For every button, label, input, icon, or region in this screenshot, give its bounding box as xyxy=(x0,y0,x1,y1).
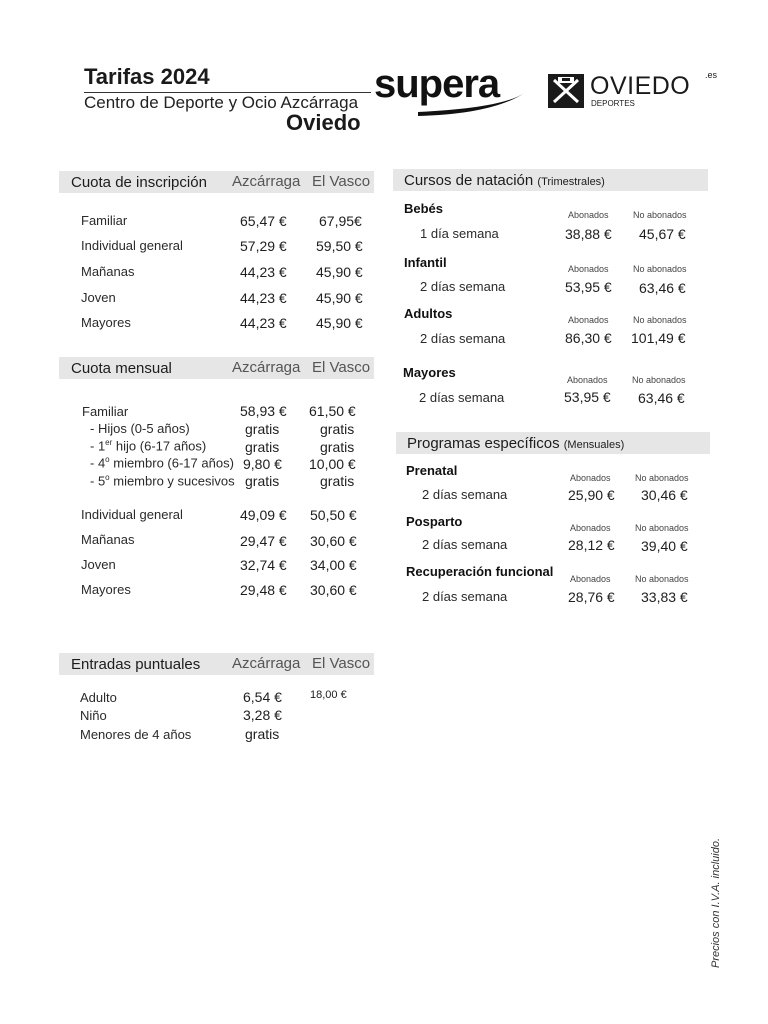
row-value-elvasco: gratis xyxy=(320,439,355,455)
inscripcion-title: Cuota de inscripción xyxy=(71,174,207,191)
row-value-elvasco: 45,90 € xyxy=(316,264,363,280)
entradas-title: Entradas puntuales xyxy=(71,656,201,673)
row-value-no-abonados: 39,40 € xyxy=(641,538,688,554)
row-label: Joven xyxy=(81,557,116,572)
row-label: Niño xyxy=(80,708,107,723)
row-value-no-abonados: 63,46 € xyxy=(639,280,686,296)
row-value-azcarraga: 49,09 € xyxy=(240,507,287,523)
page-city: Oviedo xyxy=(286,110,361,135)
group-name: Mayores xyxy=(403,365,456,380)
col-no-abonados: No abonados xyxy=(635,574,689,584)
row-label: Menores de 4 años xyxy=(80,727,192,742)
supera-logo xyxy=(374,62,536,122)
row-value-elvasco: 30,60 € xyxy=(310,582,357,598)
row-value-elvasco: gratis xyxy=(320,421,355,437)
row-label: Adulto xyxy=(80,690,117,705)
col-no-abonados: No abonados xyxy=(635,473,689,483)
supera-logo-text: supera xyxy=(374,62,500,106)
row-value-azcarraga: 9,80 € xyxy=(243,456,282,472)
row-value-abonados: 28,76 € xyxy=(568,589,615,605)
row-value-azcarraga: 29,48 € xyxy=(240,582,287,598)
row-label: - 1er hijo (6-17 años) xyxy=(90,438,207,454)
row-value-azcarraga: 57,29 € xyxy=(240,238,287,254)
group-name: Infantil xyxy=(404,255,447,270)
supera-swoosh-icon xyxy=(374,62,536,122)
row-value-abonados: 25,90 € xyxy=(568,487,615,503)
col-no-abonados: No abonados xyxy=(633,264,687,274)
row-value-azcarraga: 58,93 € xyxy=(240,403,287,419)
row-value-elvasco: 45,90 € xyxy=(316,315,363,331)
row-value-azcarraga: gratis xyxy=(245,473,280,489)
row-label: 2 días semana xyxy=(419,390,505,405)
row-label: 2 días semana xyxy=(420,279,506,294)
row-value-azcarraga: 6,54 € xyxy=(243,689,282,705)
page-title: Tarifas 2024 xyxy=(84,64,210,89)
oviedo-crest-icon xyxy=(548,74,584,108)
deportes-text: DEPORTES xyxy=(591,99,635,108)
row-value-azcarraga: 44,23 € xyxy=(240,315,287,331)
row-value-elvasco: 45,90 € xyxy=(316,290,363,306)
natacion-title: Cursos de natación (Trimestrales) xyxy=(404,172,605,189)
row-label: - 4$^o$ miembro (6-17 años) xyxy=(90,455,234,471)
row-label: 2 días semana xyxy=(420,331,506,346)
col-no-abonados: No abonados xyxy=(633,315,687,325)
row-label: Mayores xyxy=(81,582,131,597)
row-label: - Hijos (0-5 años) xyxy=(90,421,190,436)
row-value-elvasco: 50,50 € xyxy=(310,507,357,523)
row-value-no-abonados: 45,67 € xyxy=(639,226,686,242)
row-value-azcarraga: 44,23 € xyxy=(240,264,287,280)
row-value-azcarraga: 44,23 € xyxy=(240,290,287,306)
col-abonados: Abonados xyxy=(570,523,611,533)
row-value-elvasco: 10,00 € xyxy=(309,456,356,472)
row-value-azcarraga: 3,28 € xyxy=(243,707,282,723)
mensual-col-elvasco: El Vasco xyxy=(312,359,371,376)
oviedo-logo-sup: .es xyxy=(705,70,718,80)
row-value-elvasco: 30,60 € xyxy=(310,533,357,549)
row-label: Familiar xyxy=(81,213,128,228)
col-abonados: Abonados xyxy=(568,315,609,325)
mensual-title: Cuota mensual xyxy=(71,360,172,377)
inscripcion-col-azcarraga: Azcárraga xyxy=(232,173,301,190)
row-value-no-abonados: 30,46 € xyxy=(641,487,688,503)
group-name: Recuperación funcional xyxy=(406,564,554,579)
row-value-azcarraga: gratis xyxy=(245,726,280,742)
row-value-azcarraga: gratis xyxy=(245,439,280,455)
mensual-col-azcarraga: Azcárraga xyxy=(232,359,301,376)
col-abonados: Abonados xyxy=(567,375,608,385)
row-value-azcarraga: gratis xyxy=(245,421,280,437)
col-no-abonados: No abonados xyxy=(635,523,689,533)
row-value-azcarraga: 29,47 € xyxy=(240,533,287,549)
col-abonados: Abonados xyxy=(568,210,609,220)
row-value-abonados: 28,12 € xyxy=(568,537,615,553)
row-value-elvasco: 34,00 € xyxy=(310,557,357,573)
group-name: Posparto xyxy=(406,514,463,529)
group-name: Bebés xyxy=(404,201,444,216)
row-value-elvasco: 61,50 € xyxy=(309,403,356,419)
row-label: - 5$^o$ miembro y sucesivos xyxy=(90,473,235,489)
row-label: 2 días semana xyxy=(422,589,508,604)
row-value-no-abonados: 33,83 € xyxy=(641,589,688,605)
row-value-elvasco: 18,00 € xyxy=(310,689,347,701)
row-value-azcarraga: 65,47 € xyxy=(240,213,287,229)
col-no-abonados: No abonados xyxy=(632,375,686,385)
row-value-abonados: 53,95 € xyxy=(565,279,612,295)
oviedo-logo-text: OVIEDO xyxy=(590,72,691,100)
row-label: Mañanas xyxy=(81,532,135,547)
row-label: 1 día semana xyxy=(420,226,499,241)
row-label: Familiar xyxy=(82,404,129,419)
entradas-col-azcarraga: Azcárraga xyxy=(232,655,301,672)
inscripcion-col-elvasco: El Vasco xyxy=(312,173,371,190)
row-value-elvasco: 59,50 € xyxy=(316,238,363,254)
row-value-no-abonados: 63,46 € xyxy=(638,390,685,406)
col-abonados: Abonados xyxy=(570,574,611,584)
row-label: Mayores xyxy=(81,315,131,330)
row-value-abonados: 86,30 € xyxy=(565,330,612,346)
programas-title: Programas específicos (Mensuales) xyxy=(407,435,625,452)
footnote: Precios con I.V.A. incluido. xyxy=(710,837,722,968)
col-no-abonados: No abonados xyxy=(633,210,687,220)
entradas-col-elvasco: El Vasco xyxy=(312,655,371,672)
row-label: Joven xyxy=(81,290,116,305)
row-label: 2 días semana xyxy=(422,537,508,552)
row-value-no-abonados: 101,49 € xyxy=(631,330,686,346)
page-subtitle: Centro de Deporte y Ocio Azcárraga xyxy=(84,93,359,112)
row-value-azcarraga: 32,74 € xyxy=(240,557,287,573)
row-value-elvasco: 67,95€ xyxy=(319,213,362,229)
col-abonados: Abonados xyxy=(568,264,609,274)
group-name: Adultos xyxy=(404,306,453,321)
row-label: Individual general xyxy=(81,238,183,253)
row-label: 2 días semana xyxy=(422,487,508,502)
group-name: Prenatal xyxy=(406,463,458,478)
row-value-abonados: 38,88 € xyxy=(565,226,612,242)
row-label: Individual general xyxy=(81,507,183,522)
row-value-abonados: 53,95 € xyxy=(564,389,611,405)
oviedo-logo xyxy=(548,70,728,114)
row-value-elvasco: gratis xyxy=(320,473,355,489)
row-label: Mañanas xyxy=(81,264,135,279)
col-abonados: Abonados xyxy=(570,473,611,483)
